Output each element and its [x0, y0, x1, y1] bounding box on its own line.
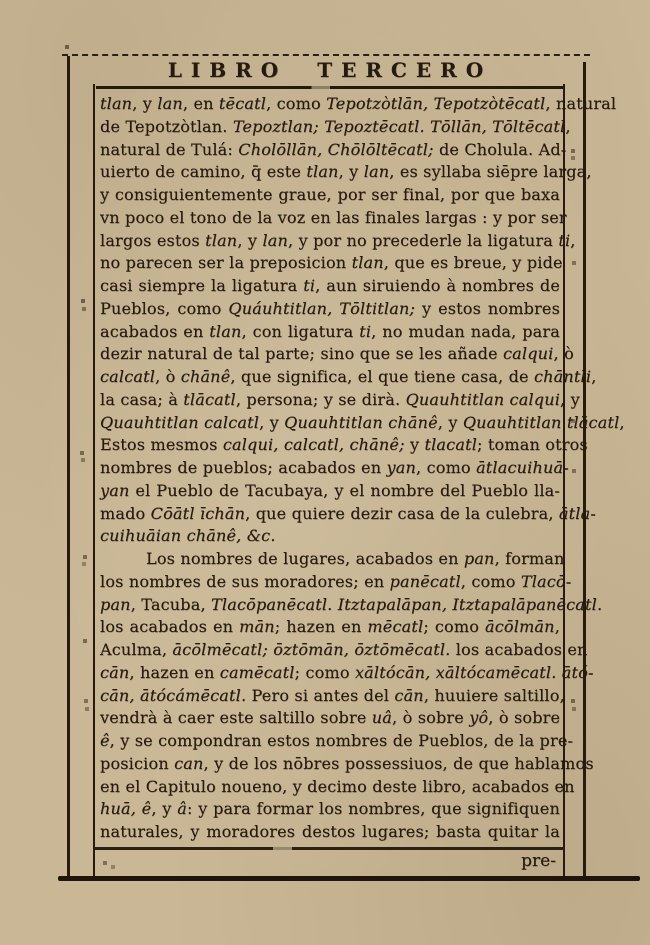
text-line: cān, ātócámēcatl. Pero si antes del cān, huuiere saltillo,: [100, 685, 565, 705]
text-line: cuihuāian chānê, &c.: [100, 526, 276, 546]
text-line: yan el Pueblo de Tacubaya, y el nombre del Pueblo lla-: [100, 480, 560, 500]
text-block: [100, 93, 625, 844]
top-border-rule: [62, 54, 590, 56]
text-line: Estos mesmos calqui, calcatl, chānê; y tlacatl; toman otros: [100, 435, 588, 455]
text-line: tlan, y lan, en tēcatl, como Tepotzòtlān, Tepotzòtēcatl, natural: [100, 94, 617, 113]
text-line: vn poco el tono de la voz en las finales largas : y por ser: [100, 207, 567, 227]
ink-specks: [0, 0, 2, 2]
text-line: casi siempre la ligatura ti, aun siruiendo à nombres de: [100, 276, 560, 295]
text-line: vendrà à caer este saltillo sobre uâ, ò sobre yô, ò sobre: [100, 708, 561, 728]
text-line: cān, hazen en camēcatl; como xāltócān, xāltócamēcatl. ātó-: [100, 662, 594, 682]
text-line: la casa; à tlācatl, persona; y se dirà. Quauhtitlan calqui, y: [100, 389, 580, 409]
inner-left-border: [93, 84, 95, 876]
text-line: ê, y se compondran estos nombres de Pueblos, de la pre-: [100, 731, 574, 750]
text-line: Quauhtitlan calcatl, y Quauhtitlan chānê, y Quauhtitlan tlācatl,: [100, 412, 625, 432]
header-separator-rule: [96, 86, 564, 89]
text-line: los acabados en mān; hazen en mēcatl; como ācōlmān,: [100, 617, 560, 637]
text-line: Aculma, ācōlmēcatl; ōztōmān, ōztōmēcatl. los acabados en: [100, 640, 588, 659]
text-line: natural de Tulá: Cholōllān, Chōlōltēcatl; de Cholula. Ad-: [100, 139, 567, 159]
text-line: uierto de camino, q̄ este tlan, y lan, es syllaba siēpre larga,: [100, 162, 592, 182]
text-line: Pueblos, como Quáuhtitlan, Tōltitlan; y estos nombres: [100, 298, 561, 318]
text-line: mado Cōātl īchān, que quiere dezir casa de la culebra, ātla-: [100, 503, 596, 523]
text-line: nombres de pueblos; acabados en yan, como ātlacuihuā-: [100, 458, 569, 477]
text-line: pan, Tacuba, Tlacōpanēcatl. Itztapalāpan, Itztapalāpanēcatl.: [100, 594, 603, 614]
text-line: acabados en tlan, con ligatura ti, no mudan nada, para: [100, 321, 561, 341]
text-bottom-rule: [94, 847, 565, 850]
text-line: no parecen ser la preposicion tlan, que es breue, y pide: [100, 253, 563, 273]
text-line: los nombres de sus moradores; en panēcatl, como Tlacō-: [100, 571, 572, 591]
text-line: y consiguientemente graue, por ser final, por que baxa: [100, 185, 560, 204]
text-line: huā, ê, y â: y para formar los nombres, que signifiquen: [100, 799, 560, 819]
outer-left-border: [67, 56, 70, 878]
running-header-title: LIBRO TERCERO: [167, 58, 493, 82]
text-line: calcatl, ò chānê, que significa, el que tiene casa, de chāntli,: [100, 367, 597, 386]
text-line: largos estos tlan, y lan, y por no precederle la ligatura ti,: [100, 230, 576, 250]
catchword: pre-: [521, 851, 556, 871]
text-line: Los nombres de lugares, acabados en pan, forman: [146, 549, 565, 568]
text-line: naturales, y moradores destos lugares; basta quitar la: [100, 822, 560, 841]
text-line: de Tepotzòtlan. Tepoztlan; Tepoztēcatl. Tōllān, Tōltēcatl,: [100, 116, 571, 136]
text-line: posicion can, y de los nōbres possessiuos, de que hablamos: [100, 753, 594, 773]
text-line: en el Capitulo noueno, y decimo deste libro, acabados en: [100, 776, 575, 796]
bottom-border-rule: [58, 876, 640, 881]
text-line: dezir natural de tal parte; sino que se les añade calqui, ò: [100, 344, 574, 364]
